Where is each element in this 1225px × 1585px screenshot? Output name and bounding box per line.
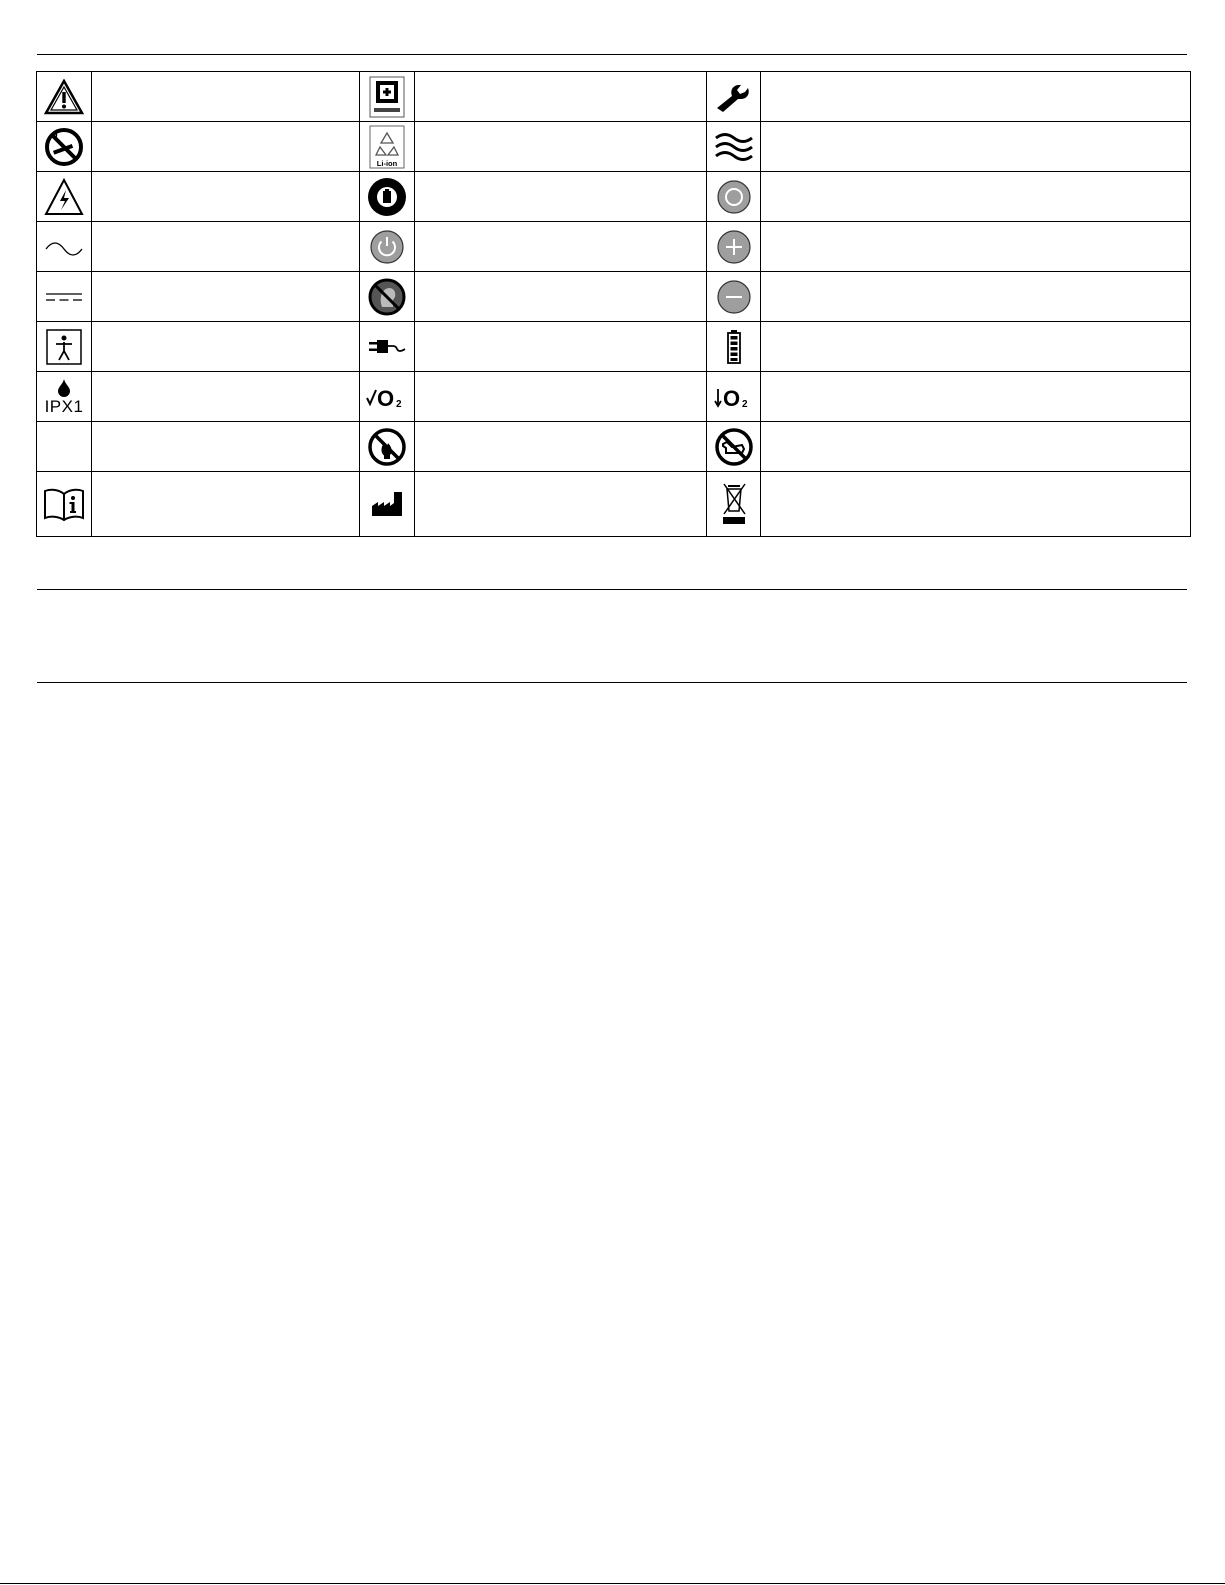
symbol-description — [92, 472, 360, 537]
symbol-description — [92, 322, 360, 372]
symbol-description — [92, 272, 360, 322]
symbol-description — [761, 222, 1191, 272]
symbol-description — [761, 472, 1191, 537]
symbol-description — [415, 122, 707, 172]
type-bf-applied-part-icon — [37, 322, 92, 372]
electric-hazard-icon — [37, 172, 92, 222]
table-row — [37, 422, 1191, 472]
blank-icon — [37, 422, 92, 472]
symbol-description — [415, 422, 707, 472]
symbol-description — [92, 172, 360, 222]
o2-subscript: 2 — [741, 398, 748, 410]
table-row — [37, 272, 1191, 322]
low-oxygen-icon — [707, 372, 761, 422]
no-oil-icon — [707, 422, 761, 472]
table-row — [37, 372, 1191, 422]
ac-power-plug-icon — [360, 322, 415, 372]
ipx-rating-label: IPX1 — [44, 397, 84, 416]
li-ion-text: Li-ion — [376, 158, 398, 168]
symbol-description — [761, 372, 1191, 422]
no-open-flame-icon — [360, 422, 415, 472]
symbol-description — [761, 172, 1191, 222]
symbol-description — [761, 322, 1191, 372]
no-smoking-icon — [37, 122, 92, 172]
section-rule — [37, 589, 1187, 590]
table-row — [37, 322, 1191, 372]
symbol-description — [415, 322, 707, 372]
wrench-icon — [707, 72, 761, 122]
minus-button-icon — [707, 272, 761, 322]
direct-current-icon — [37, 272, 92, 322]
symbol-description — [761, 122, 1191, 172]
manufacturer-icon — [360, 472, 415, 537]
symbol-description — [92, 122, 360, 172]
symbol-description — [92, 72, 360, 122]
power-button-icon — [360, 222, 415, 272]
section-rule — [37, 682, 1187, 683]
alternating-current-icon — [37, 222, 92, 272]
oxygen-ok-icon — [360, 372, 415, 422]
symbol-description — [415, 172, 707, 222]
humidity-waves-icon — [707, 122, 761, 172]
symbol-description — [761, 422, 1191, 472]
symbol-description — [92, 222, 360, 272]
table-row — [37, 172, 1191, 222]
weee-disposal-icon — [707, 472, 761, 537]
no-grease-oil-icon — [360, 272, 415, 322]
symbol-description — [92, 422, 360, 472]
ipx1-drip-icon — [37, 372, 92, 422]
table-row — [37, 122, 1191, 172]
symbol-description — [415, 472, 707, 537]
symbols-table — [36, 71, 1191, 537]
o2-subscript: 2 — [396, 398, 402, 410]
o2-letter: O — [377, 385, 395, 411]
battery-icon — [707, 322, 761, 372]
symbol-description — [761, 72, 1191, 122]
bottom-rule — [0, 1583, 1225, 1584]
table-row — [37, 222, 1191, 272]
rbrc-recycle-seal-icon — [360, 172, 415, 222]
top-rule — [37, 54, 1187, 55]
warning-triangle-icon — [37, 72, 92, 122]
symbol-description — [415, 72, 707, 122]
symbol-description — [415, 222, 707, 272]
symbol-description — [415, 272, 707, 322]
table-row — [37, 472, 1191, 537]
o2-letter: O — [722, 385, 740, 411]
circle-button-icon — [707, 172, 761, 222]
symbol-description — [92, 372, 360, 422]
symbol-description — [761, 272, 1191, 322]
symbol-description — [415, 372, 707, 422]
table-row — [37, 72, 1191, 122]
taiwan-battery-recycling-icon — [360, 72, 415, 122]
read-instructions-icon — [37, 472, 92, 537]
li-ion-recycling-icon — [360, 122, 415, 172]
plus-button-icon — [707, 222, 761, 272]
